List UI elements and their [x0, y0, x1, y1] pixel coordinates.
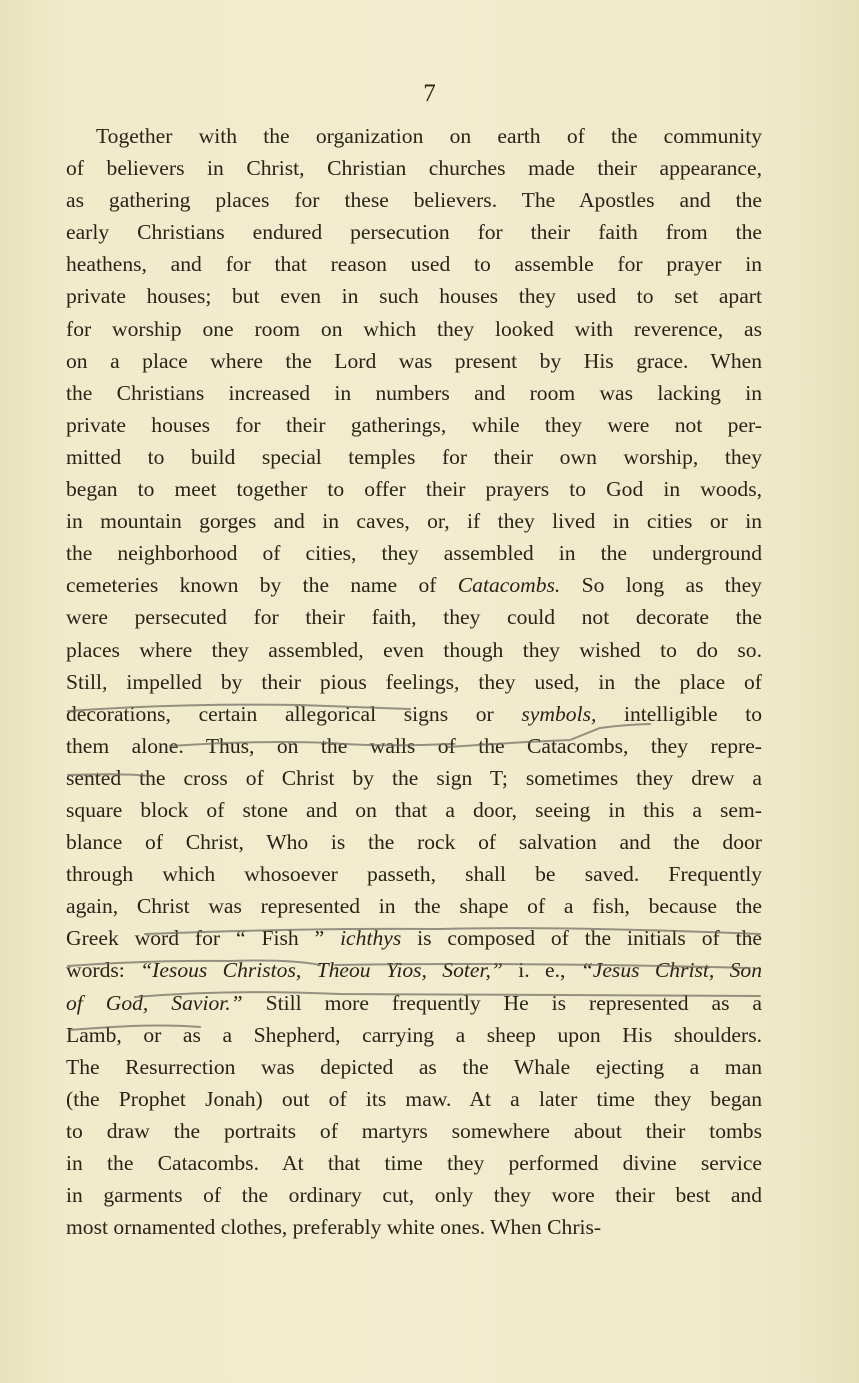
text-run: intelligible to: [596, 701, 763, 726]
text-line: square block of stone and on that a door, seeing in this a sem-: [66, 797, 762, 822]
text-line: private houses for their gatherings, while they were not per-: [66, 412, 762, 437]
text-line: blance of Christ, Who is the rock of salvation and the door: [66, 830, 762, 855]
text-line: to draw the portraits of martyrs somewhere about their tombs: [66, 1118, 762, 1143]
text-line: again, Christ was represented in the shape of a fish, because the: [66, 894, 762, 919]
text-line: in the Catacombs. At that time they performed divine service: [66, 1151, 762, 1175]
text-line: the Christians increased in numbers and room was lacking in: [66, 380, 762, 405]
text-run: cemeteries known by the name of: [66, 573, 458, 598]
italic-term: “Iesous Christos, Theou Yios, Soter,”: [140, 958, 503, 983]
text-line: heathens, and for that reason used to assemble for prayer in: [66, 252, 762, 277]
text-run: i. e.,: [502, 958, 581, 983]
text-line: Lamb, or as a Shepherd, carrying a sheep upon His shoulders.: [66, 1022, 762, 1047]
text-line: places where they assembled, even though they wished to do so.: [66, 637, 762, 662]
text-line: on a place where the Lord was present by His grace. When: [66, 348, 762, 373]
text-line: in mountain gorges and in caves, or, if they lived in cities or in: [66, 509, 762, 534]
italic-term: Catacombs.: [457, 573, 561, 598]
text-line: Still, impelled by their pious feelings, they used, in the place of: [66, 669, 762, 694]
text-line: as gathering places for these believers. The Apostles and the: [66, 188, 762, 213]
text-run: words:: [66, 958, 141, 983]
text-line: them alone. Thus, on the walls of the Catacombs, they repre-: [66, 733, 762, 758]
text-line: in garments of the ordinary cut, only they wore their best and: [66, 1183, 762, 1208]
italic-term: of God, Savior.”: [66, 990, 243, 1015]
text-run: decorations, certain allegorical signs or: [66, 701, 522, 726]
text-line: were persecuted for their faith, they could not decorate the: [66, 605, 762, 630]
italic-term: “Jesus Christ, Son: [580, 958, 763, 983]
page-number: 7: [423, 80, 436, 107]
text-line: for worship one room on which they looked with reverence, as: [66, 316, 762, 341]
text-run: Still more frequently He is represented as a: [242, 990, 763, 1015]
text-run: is composed of the initials of the: [401, 926, 762, 951]
text-line: (the Prophet Jonah) out of its maw. At a later time they began: [66, 1086, 762, 1111]
text-line: mitted to build special temples for their own worship, they: [66, 444, 762, 469]
text-line: private houses; but even in such houses they used to set apart: [66, 284, 762, 309]
text-line: [66, 954, 762, 986]
body-text: [66, 120, 762, 1243]
text-line: through which whosoever passeth, shall be saved. Frequently: [66, 862, 762, 887]
text-line: [66, 922, 762, 954]
text-run: Greek word for “ Fish ”: [66, 926, 341, 951]
text-line: [66, 987, 762, 1019]
italic-term: ichthys: [340, 926, 402, 951]
text-line: began to meet together to offer their prayers to God in woods,: [66, 477, 762, 502]
text-run: So long as they: [560, 573, 762, 598]
text-line: The Resurrection was depicted as the Whale ejecting a man: [66, 1054, 762, 1079]
italic-term: symbols,: [521, 701, 597, 726]
text-line: of believers in Christ, Christian churches made their appearance,: [66, 156, 762, 181]
text-line: [66, 569, 762, 601]
text-line: sented the cross of Christ by the sign T; sometimes they drew a: [66, 765, 762, 790]
text-line: most ornamented clothes, preferably white ones. When Chris-: [66, 1215, 602, 1240]
text-line: [66, 698, 762, 730]
text-line: the neighborhood of cities, they assembled in the underground: [66, 541, 762, 566]
text-line: early Christians endured persecution for their faith from the: [66, 220, 762, 245]
text-line: Together with the organization on earth of the community: [96, 124, 762, 148]
